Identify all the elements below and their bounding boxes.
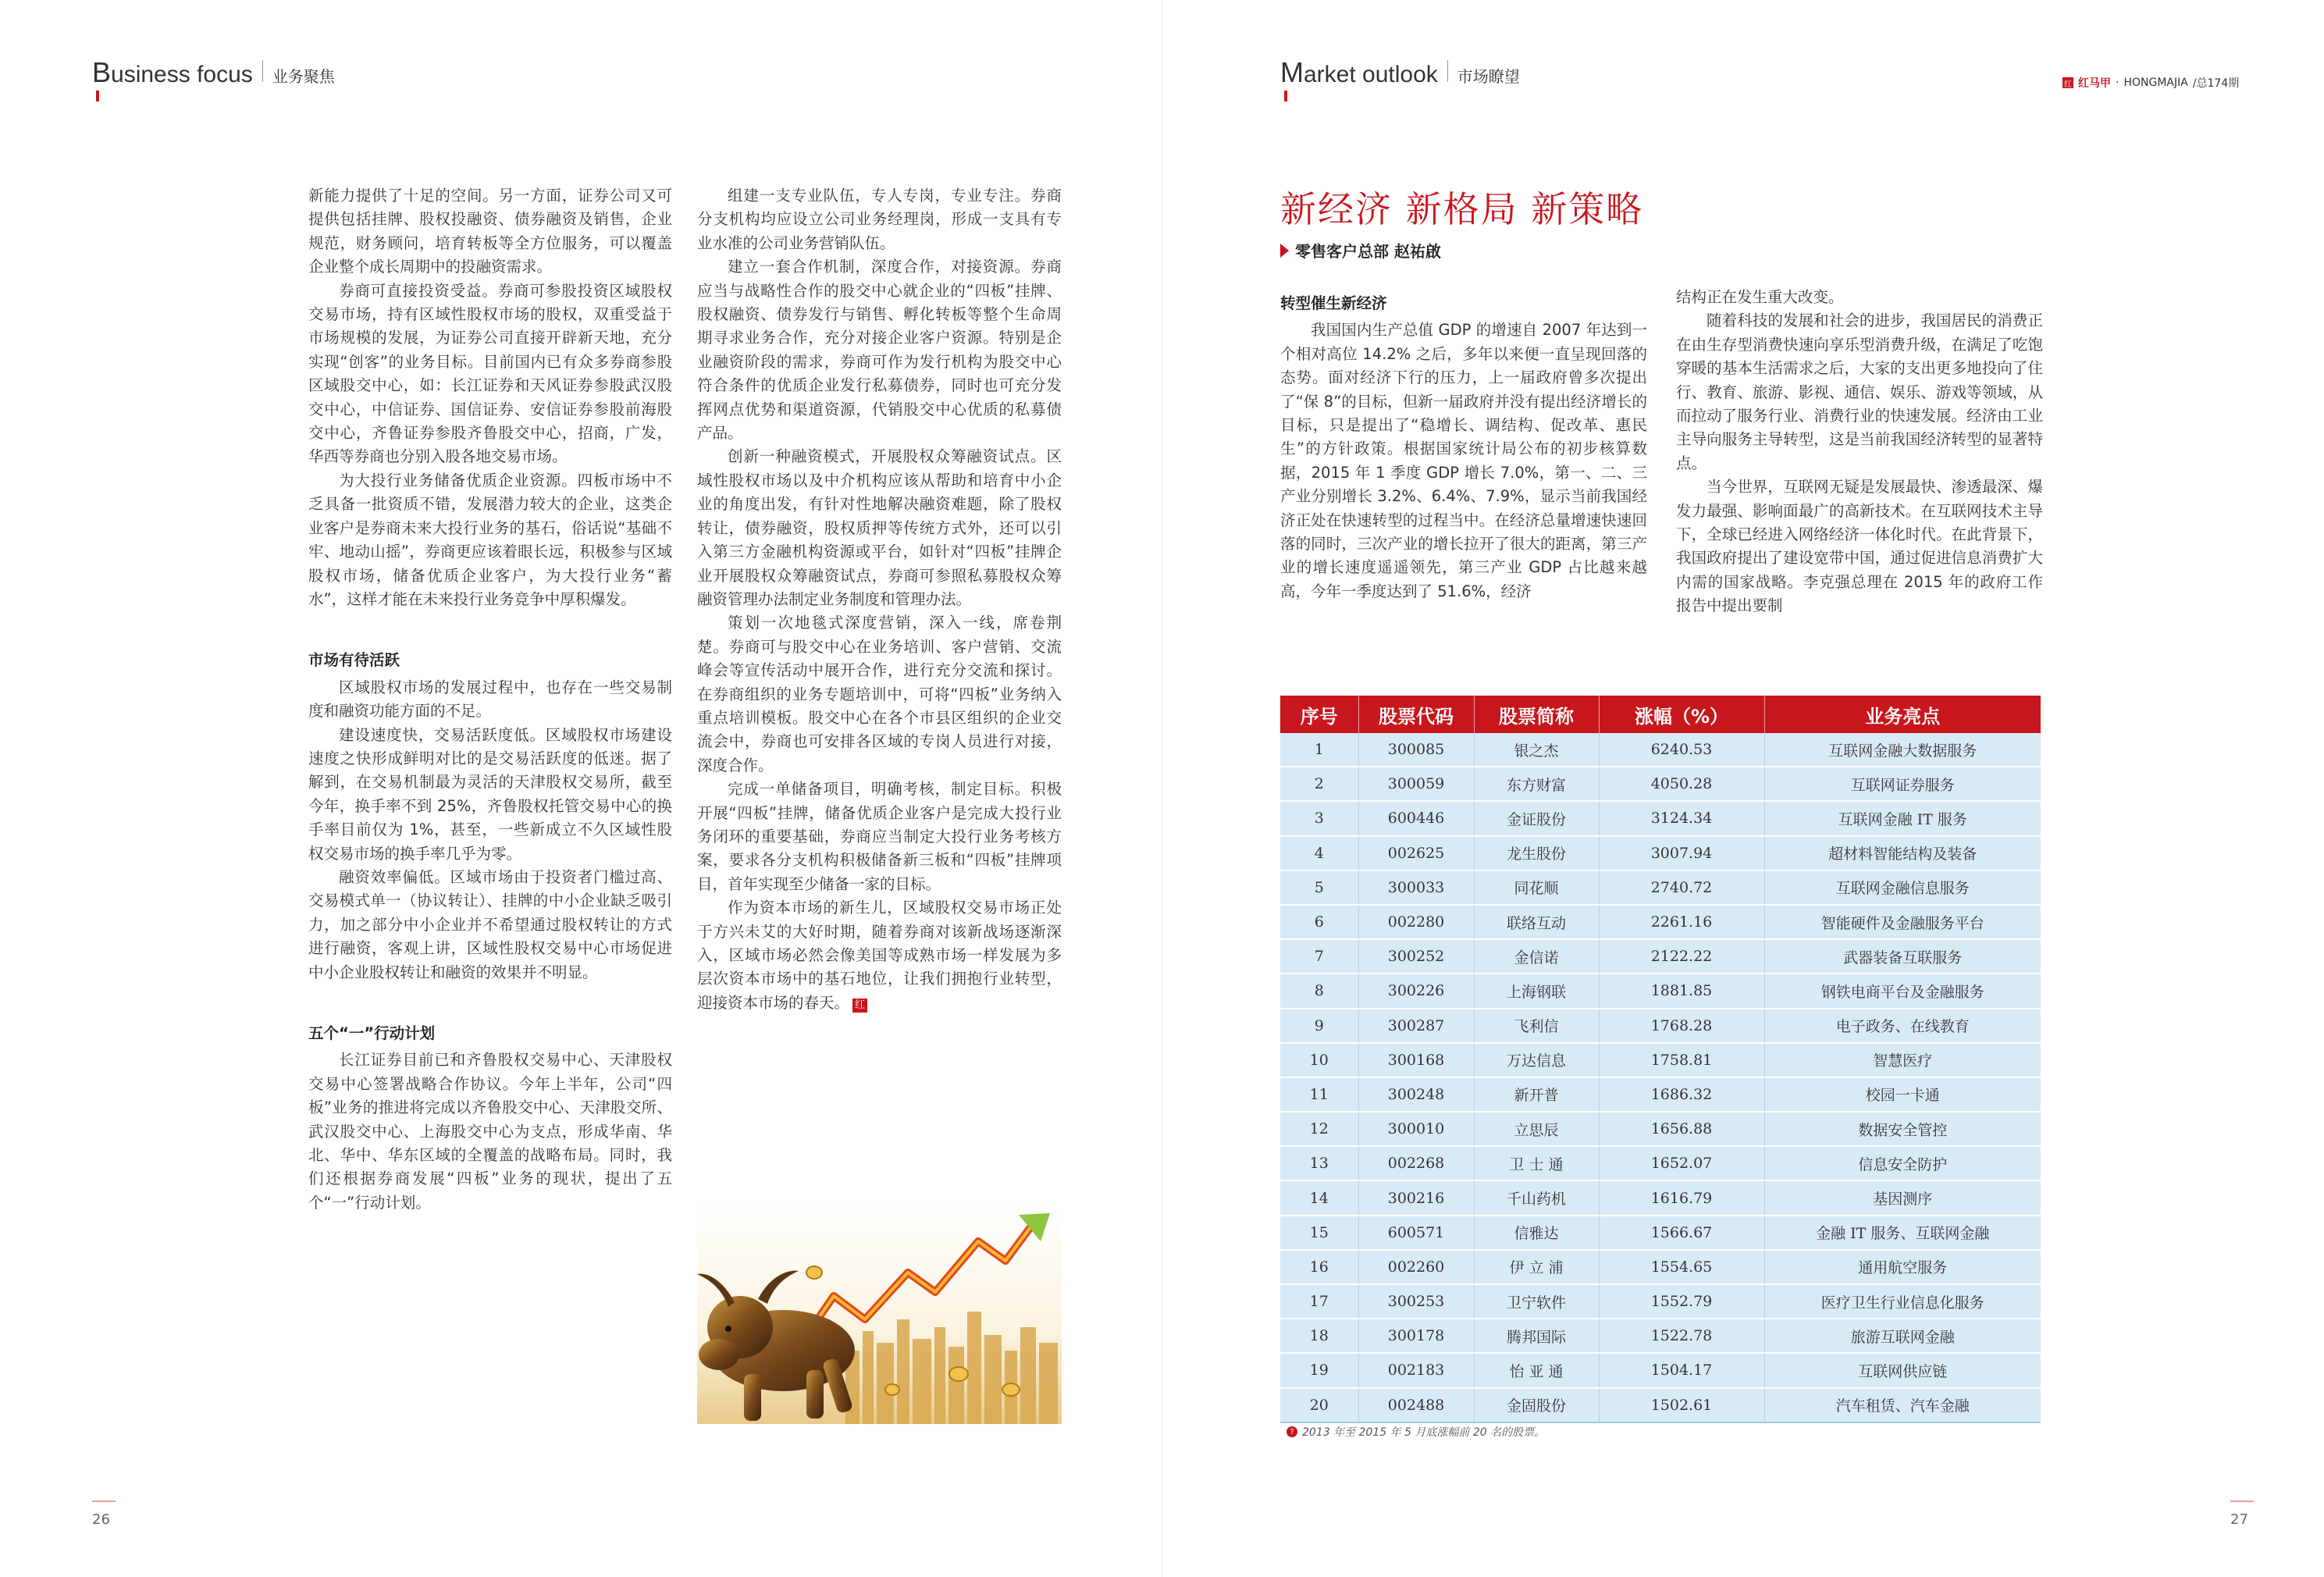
- table-cell: 信雅达: [1474, 1216, 1599, 1250]
- column-header: 股票代码: [1358, 696, 1474, 733]
- header-initial: M: [1280, 56, 1304, 89]
- column-header: 序号: [1280, 696, 1358, 733]
- table-row: [1280, 1112, 2041, 1146]
- table-cell: 300010: [1358, 1112, 1474, 1146]
- table-cell: 金固股份: [1474, 1388, 1599, 1422]
- paragraph: 融资效率偏低。区域市场由于投资者门槛过高、交易模式单一（协议转让）、挂牌的中小企业缺乏吸引力，加之部分中小企业并不希望通过股权转让的方式进行融资，客观上讲，区域性股权交易中心市场促进中小企业股权转让和融资的效果并不明显。: [308, 867, 672, 981]
- paragraph: 作为资本市场的新生儿，区域股权交易市场正处于方兴未艾的大好时期，随着券商对该新战场逐渐深入，区域市场必然会像美国等成熟市场一样发展为多层次资本市场中的基石地位，让我们拥抱行业转型，迎接资本市场的春天。 红: [697, 899, 1062, 1012]
- brand-issue: /总174期: [2192, 77, 2240, 90]
- table-cell: 8: [1280, 974, 1358, 1008]
- header-title: usiness focus: [111, 62, 253, 87]
- left-column-2: [697, 184, 1062, 1015]
- table-cell: 19: [1280, 1353, 1358, 1387]
- table-cell: 300248: [1358, 1077, 1474, 1112]
- table-cell: 1502.61: [1599, 1388, 1764, 1422]
- table-cell: 智慧医疗: [1764, 1043, 2041, 1077]
- table-cell: 互联网金融大数据服务: [1764, 733, 2041, 767]
- table-cell: 300226: [1358, 974, 1474, 1008]
- table-cell: 飞利信: [1474, 1009, 1599, 1043]
- table-cell: 14: [1280, 1180, 1358, 1215]
- table-row: [1280, 1180, 2041, 1215]
- page-number-left: 26: [92, 1511, 110, 1528]
- table-cell: 旅游互联网金融: [1764, 1319, 2041, 1353]
- table-cell: 卫宁软件: [1474, 1284, 1599, 1319]
- table-cell: 医疗卫生行业信息化服务: [1764, 1284, 2041, 1319]
- right-section-header: [1280, 56, 1520, 89]
- paragraph: 长江证券目前已和齐鲁股权交易中心、天津股权交易中心签署战略合作协议。今年上半年，公司“四板”业务的推进将完成以齐鲁股交中心、天津股交所、武汉股交中心、上海股交中心为支点，形成华南、华北、华中、华东区域的全覆盖的战略布局。同时，我们还根据券商发展“四板”业务的现状，提出了五个“一”行动计划。: [308, 1051, 672, 1212]
- table-row: [1280, 905, 2041, 939]
- table-row: [1280, 1077, 2041, 1112]
- table-cell: 卫 士 通: [1474, 1146, 1599, 1180]
- table-row: [1280, 1216, 2041, 1250]
- table-cell: 002183: [1358, 1353, 1474, 1387]
- table-cell: 300059: [1358, 767, 1474, 801]
- table-row: [1280, 1146, 2041, 1180]
- table-cell: 11: [1280, 1077, 1358, 1112]
- table-cell: 怡 亚 通: [1474, 1353, 1599, 1387]
- table-cell: 10: [1280, 1043, 1358, 1077]
- table-cell: 1504.17: [1599, 1353, 1764, 1387]
- table-cell: 300168: [1358, 1043, 1474, 1077]
- table-cell: 互联网金融信息服务: [1764, 870, 2041, 905]
- table-cell: 4: [1280, 836, 1358, 870]
- table-row: [1280, 767, 2041, 801]
- table-cell: 智能硬件及金融服务平台: [1764, 905, 2041, 939]
- paragraph: 结构正在发生重大改变。: [1676, 288, 1844, 306]
- table-cell: 电子政务、在线教育: [1764, 1009, 2041, 1043]
- table-cell: 腾邦国际: [1474, 1319, 1599, 1353]
- table-cell: 4050.28: [1599, 767, 1764, 801]
- paragraph: 创新一种融资模式，开展股权众筹融资试点。区域性股权市场以及中介机构应该从帮助和培育中小企业的角度出发，有针对性地解决融资难题，除了股权转让，债券融资，股权质押等传统方式外，还可以引入第三方金融机构资源或平台，如针对“四板”挂牌企业开展股权众筹融资试点，券商可参照私募股权众筹融资管理办法制定业务制度和管理办法。: [697, 447, 1062, 608]
- table-cell: 互联网证券服务: [1764, 767, 2041, 801]
- header-title: arket outlook: [1304, 62, 1438, 87]
- table-cell: 002625: [1358, 836, 1474, 870]
- header-cn-title: 业务聚焦: [272, 67, 335, 86]
- table-cell: 1758.81: [1599, 1043, 1764, 1077]
- table-cell: 300085: [1358, 733, 1474, 767]
- byline-triangle-icon: [1280, 244, 1289, 258]
- table-cell: 金信诺: [1474, 939, 1599, 974]
- table-cell: 18: [1280, 1319, 1358, 1353]
- table-cell: 17: [1280, 1284, 1358, 1319]
- header-cn-title: 市场瞭望: [1457, 67, 1520, 86]
- paragraph: 我国国内生产总值 GDP 的增速自 2007 年达到一个相对高位 14.2% 之后，多年以来便一直呈现回落的态势。面对经济下行的压力，上一届政府曾多次提出了“保 8”的目标，但新一届政府并没有提出经济增长的目标，只是提出了“稳增长、调结构、促改革、惠民生”的方针政策。根据国家统计局公布的初步核算数据，2015 年 1 季度 GDP 增长 7.0%，第一、二、三产业分别增长 3.2%、6.4%、7.9%，显示当前我国经济正处在快速转型的过程当中。在经济总量增速快速回落的同时，三次产业的增长拉开了很大的距离，第三产业的增长速度遥遥领先，第三产业 GDP 占比越来越高，今年一季度达到了 51.6%，经济: [1280, 321, 1647, 600]
- table-cell: 金融 IT 服务、互联网金融: [1764, 1216, 2041, 1250]
- table-cell: 1616.79: [1599, 1180, 1764, 1215]
- table-cell: 300216: [1358, 1180, 1474, 1215]
- table-cell: 2740.72: [1599, 870, 1764, 905]
- table-cell: 300253: [1358, 1284, 1474, 1319]
- brand-latin: HONGMAJIA: [2123, 77, 2188, 89]
- table-cell: 300287: [1358, 1009, 1474, 1043]
- table-cell: 新开普: [1474, 1077, 1599, 1112]
- paragraph: 建立一套合作机制，深度合作，对接资源。券商应当与战略性合作的股交中心就企业的“四板”挂牌、股权融资、债券发行与销售、孵化转板等整个生命周期寻求业务合作，充分对接企业客户资源。特别是企业融资阶段的需求，券商可作为发行机构为股交中心符合条件的优质企业发行私募债券，同时也可充分发挥网点优势和渠道资源，代销股交中心优质的私募债产品。: [697, 258, 1062, 443]
- table-row: [1280, 974, 2041, 1008]
- table-row: [1280, 1043, 2041, 1077]
- article-byline: 零售客户总部 赵祐啟: [1280, 239, 1441, 262]
- table-cell: 万达信息: [1474, 1043, 1599, 1077]
- table-cell: 汽车租赁、汽车金融: [1764, 1388, 2041, 1422]
- table-row: [1280, 801, 2041, 835]
- subheading: 转型催生新经济: [1280, 294, 1387, 312]
- table-cell: 002260: [1358, 1250, 1474, 1284]
- table-row: [1280, 870, 2041, 905]
- brand-logo-icon: 红: [2062, 77, 2073, 88]
- table-cell: 伊 立 浦: [1474, 1250, 1599, 1284]
- table-cell: 东方财富: [1474, 767, 1599, 801]
- column-header: 业务亮点: [1764, 696, 2041, 733]
- table-cell: 1: [1280, 733, 1358, 767]
- table-cell: 互联网供应链: [1764, 1353, 2041, 1387]
- table-row: [1280, 939, 2041, 974]
- paragraph: 为大投行业务储备优质企业资源。四板市场中不乏具备一批资质不错，发展潜力较大的企业，这类企业客户是券商未来大投行业务的基石，俗话说“基础不牢、地动山摇”，券商更应该着眼长远，积极参与区域股权市场，储备优质企业客户，为大投行业务“蓄水”，这样才能在未来投行业务竞争中厚积爆发。: [308, 471, 672, 608]
- right-column-1: [1280, 292, 1647, 603]
- table-cell: 武器装备互联服务: [1764, 939, 2041, 974]
- paragraph: 策划一次地毯式深度营销，深入一线，席卷荆楚。券商可与股交中心在业务培训、客户营销、交流峰会等宣传活动中展开合作，进行充分交流和探讨。在券商组织的业务专题培训中，可将“四板”业务纳入重点培训模板。股交中心在各个市县区组织的企业交流会中，券商也可安排各区域的专岗人员进行对接，深度合作。: [697, 614, 1062, 774]
- table-cell: 1656.88: [1599, 1112, 1764, 1146]
- top-stocks-table: [1280, 696, 2041, 1423]
- page-number-right: 27: [2230, 1511, 2248, 1528]
- table-cell: 1566.67: [1599, 1216, 1764, 1250]
- article-title: 新经济 新格局 新策略: [1280, 188, 1644, 230]
- table-cell: 300178: [1358, 1319, 1474, 1353]
- magazine-brand: 红 红马甲 · HONGMAJIA /总174期: [2064, 77, 2240, 90]
- table-cell: 9: [1280, 1009, 1358, 1043]
- table-cell: 联络互动: [1474, 905, 1599, 939]
- table-cell: 13: [1280, 1146, 1358, 1180]
- note-icon: ?: [1287, 1426, 1297, 1437]
- table-cell: 3124.34: [1599, 801, 1764, 835]
- bull-market-illustration: [697, 1202, 1062, 1424]
- table-cell: 1686.32: [1599, 1077, 1764, 1112]
- table-cell: 千山药机: [1474, 1180, 1599, 1215]
- table-cell: 同花顺: [1474, 870, 1599, 905]
- table-cell: 20: [1280, 1388, 1358, 1422]
- paragraph: 随着科技的发展和社会的进步，我国居民的消费正在由生存型消费快速向享乐型消费升级，在满足了吃饱穿暖的基本生活需求之后，大家的支出更多地投向了住行、教育、旅游、影视、通信、娱乐、游戏等领域，从而拉动了服务行业、消费行业的快速发展。经济由工业主导向服务主导转型，这是当前我国经济转型的显著特点。: [1676, 311, 2043, 472]
- table-row: [1280, 1250, 2041, 1284]
- table-note: ? 2013 年至 2015 年 5 月底涨幅前 20 名的股票。: [1287, 1424, 1545, 1440]
- table-cell: 信息安全防护: [1764, 1146, 2041, 1180]
- table-cell: 数据安全管控: [1764, 1112, 2041, 1146]
- paragraph: 当今世界，互联网无疑是发展最快、渗透最深、爆发力最强、影响面最广的高新技术。在互联网技术主导下，全球已经进入网络经济一体化时代。在此背景下，我国政府提出了建设宽带中国，通过促进信息消费扩大内需的国家战略。李克强总理在 2015 年的政府工作报告中提出要制: [1676, 478, 2043, 615]
- table-cell: 15: [1280, 1216, 1358, 1250]
- bull-illustration: [697, 1202, 1062, 1424]
- left-section-header: [92, 56, 335, 89]
- table-row: [1280, 1388, 2041, 1422]
- table-cell: 3007.94: [1599, 836, 1764, 870]
- table-cell: 1652.07: [1599, 1146, 1764, 1180]
- paragraph: 区域股权市场的发展过程中，也存在一些交易制度和融资功能方面的不足。: [308, 678, 672, 721]
- paragraph: 建设速度快，交易活跃度低。区域股权市场建设速度之快形成鲜明对比的是交易活跃度的低迷。据了解到，在交易机制最为灵活的天津股权交易所，截至今年，换手率不到 25%，齐鲁股权托管交易中心的换手率目前仅为 1%，甚至，一些新成立不久区域性股权交易市场的换手率几乎为零。: [308, 725, 672, 863]
- table-cell: 002268: [1358, 1146, 1474, 1180]
- table-cell: 立思辰: [1474, 1112, 1599, 1146]
- table-cell: 2261.16: [1599, 905, 1764, 939]
- table-cell: 1522.78: [1599, 1319, 1764, 1353]
- brand-name: 红马甲: [2078, 77, 2111, 90]
- table-row: [1280, 1319, 2041, 1353]
- table-cell: 5: [1280, 870, 1358, 905]
- table-cell: 龙生股份: [1474, 836, 1599, 870]
- table-cell: 600571: [1358, 1216, 1474, 1250]
- table-cell: 12: [1280, 1112, 1358, 1146]
- table-cell: 600446: [1358, 801, 1474, 835]
- table-cell: 金证股份: [1474, 801, 1599, 835]
- table-cell: 互联网金融 IT 服务: [1764, 801, 2041, 835]
- table-cell: 1554.65: [1599, 1250, 1764, 1284]
- table-cell: 钢铁电商平台及金融服务: [1764, 974, 2041, 1008]
- column-header: 股票简称: [1474, 696, 1599, 733]
- table-cell: 2122.22: [1599, 939, 1764, 974]
- table-cell: 校园一卡通: [1764, 1077, 2041, 1112]
- table-cell: 002488: [1358, 1388, 1474, 1422]
- paragraph: 券商可直接投资受益。券商可参股投资区域股权交易市场，持有区域性股权市场的股权，双重受益于市场规模的发展，为证券公司直接开辟新天地，充分实现“创客”的业务目标。目前国内已有众多券商参股区域股交中心，如：长江证券和天风证券参股武汉股交中心，中信证券、国信证券、安信证券参股前海股交中心，齐鲁证券参股齐鲁股交中心，招商，广发，华西等券商也分别入股各地交易市场。: [308, 281, 672, 466]
- table-cell: 超材料智能结构及装备: [1764, 836, 2041, 870]
- right-column-2: [1676, 286, 2043, 618]
- subheading: 市场有待活跃: [308, 651, 400, 670]
- table-row: [1280, 1284, 2041, 1319]
- header-initial: B: [92, 56, 111, 89]
- table-cell: 2: [1280, 767, 1358, 801]
- paragraph: 新能力提供了十足的空间。另一方面，证券公司又可提供包括挂牌、股权投融资、债券融资及销售，企业规范，财务顾问，培育转板等全方位服务，可以覆盖企业整个成长周期中的投融资需求。: [308, 187, 672, 276]
- table-cell: 300252: [1358, 939, 1474, 974]
- table-row: [1280, 1009, 2041, 1043]
- table-row: [1280, 1353, 2041, 1387]
- column-header: 涨幅（%）: [1599, 696, 1764, 733]
- table-header-row: [1280, 696, 2041, 733]
- table-cell: 基因测序: [1764, 1180, 2041, 1215]
- table-cell: 上海钢联: [1474, 974, 1599, 1008]
- paragraph: 完成一单储备项目，明确考核，制定目标。积极开展“四板”挂牌，储备优质企业客户是完成大投行业务闭环的重要基础，券商应当制定大投行业务考核方案，要求各分支机构积极储备新三板和“四板”挂牌项目，首年实现至少储备一家的目标。: [697, 780, 1062, 893]
- table-cell: 6240.53: [1599, 733, 1764, 767]
- table-cell: 1768.28: [1599, 1009, 1764, 1043]
- table-cell: 1881.85: [1599, 974, 1764, 1008]
- table-cell: 002280: [1358, 905, 1474, 939]
- table-row: [1280, 836, 2041, 870]
- table-cell: 1552.79: [1599, 1284, 1764, 1319]
- table-cell: 银之杰: [1474, 733, 1599, 767]
- table-row: [1280, 733, 2041, 767]
- paragraph: 组建一支专业队伍，专人专岗，专业专注。券商分支机构均应设立公司业务经理岗，形成一支具有专业水准的公司业务营销队伍。: [697, 187, 1062, 252]
- table-cell: 300033: [1358, 870, 1474, 905]
- table-cell: 通用航空服务: [1764, 1250, 2041, 1284]
- table-cell: 6: [1280, 905, 1358, 939]
- article-end-mark: 红: [852, 999, 867, 1013]
- subheading: 五个“一”行动计划: [308, 1024, 436, 1042]
- table-cell: 3: [1280, 801, 1358, 835]
- table-cell: 16: [1280, 1250, 1358, 1284]
- table-cell: 7: [1280, 939, 1358, 974]
- left-column-1: [308, 184, 672, 1215]
